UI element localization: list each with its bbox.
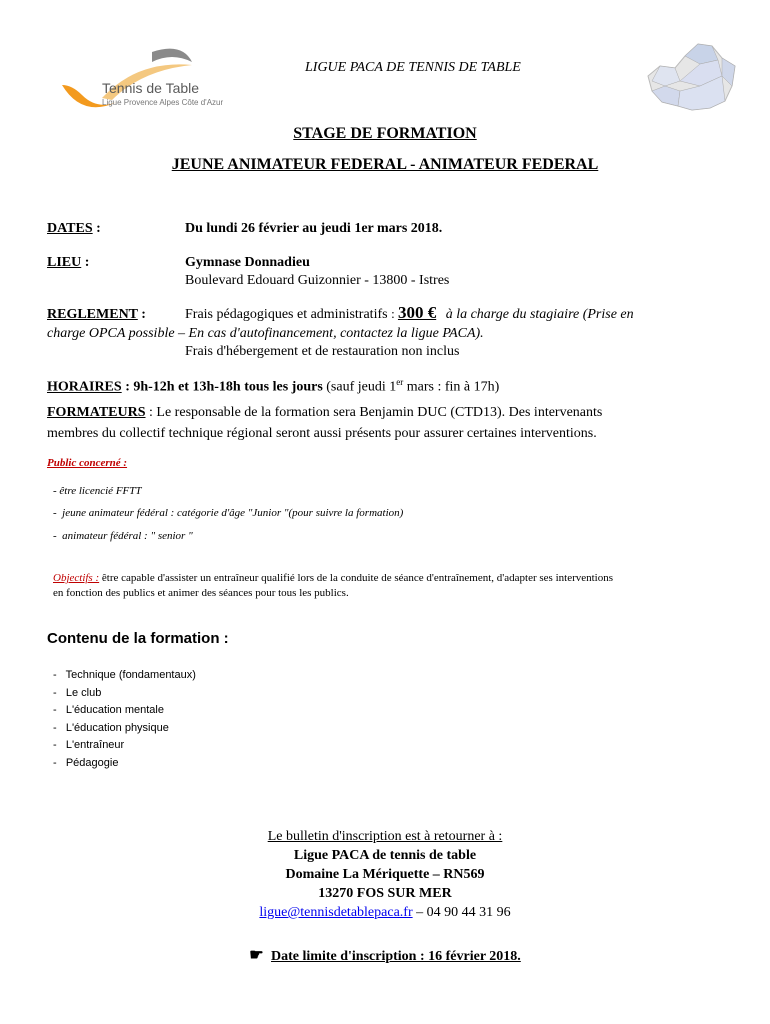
region-map bbox=[640, 36, 740, 116]
objectifs: Objectifs : être capable d'assister un entraîneur qualifié lors de la conduite de séance d'entraînement, d'adapter ses interventions bbox=[53, 572, 614, 584]
bulletin-contact: ligue@tennisdetablepaca.fr – 04 90 44 31 96 bbox=[259, 905, 511, 920]
reglement-line1: Frais pédagogiques et administratifs : 300 € à la charge du stagiaire (Prise en bbox=[185, 303, 634, 322]
list-item: - Le club bbox=[53, 686, 102, 699]
reglement-line3: Frais d'hébergement et de restauration non inclus bbox=[185, 344, 460, 359]
objectifs-line2: en fonction des publics et animer des séances pour tous les publics. bbox=[53, 587, 349, 599]
lieu-label: LIEU : bbox=[47, 255, 90, 270]
list-item: - L'éducation mentale bbox=[53, 704, 164, 716]
logo-title: Tennis de Table bbox=[102, 80, 200, 96]
bulletin-address: Domaine La Mériquette – RN569 bbox=[285, 867, 485, 882]
bulletin-city: 13270 FOS SUR MER bbox=[318, 886, 452, 901]
list-item: - Pédagogie bbox=[53, 756, 119, 769]
list-item: - L'entraîneur bbox=[53, 739, 125, 751]
price-value: 300 € bbox=[397, 303, 437, 322]
public-item-1: - être licencié FFTT bbox=[53, 485, 142, 497]
contenu-list bbox=[53, 667, 196, 772]
list-item: - L'éducation physique bbox=[53, 721, 169, 734]
logo-subtitle: Ligue Provence Alpes Côte d'Azur bbox=[102, 98, 224, 107]
lieu-name: Gymnase Donnadieu bbox=[185, 255, 310, 270]
list-item: - Technique (fondamentaux) bbox=[53, 669, 196, 681]
bulletin-org: Ligue PACA de tennis de table bbox=[293, 848, 477, 863]
dates-value: Du lundi 26 février au jeudi 1er mars 2018. bbox=[185, 221, 443, 236]
pointing-hand-icon: ☛ bbox=[249, 947, 264, 964]
reglement-line2: charge OPCA possible – En cas d'autofinancement, contactez la ligue PACA). bbox=[47, 326, 484, 341]
contenu-heading: Contenu de la formation : bbox=[47, 630, 229, 647]
lieu-address: Boulevard Edouard Guizonnier - 13800 - Istres bbox=[185, 273, 450, 288]
horaires: HORAIRES : 9h-12h et 13h-18h tous les jours (sauf jeudi 1er mars : fin à 17h) bbox=[47, 377, 500, 395]
league-logo bbox=[42, 40, 242, 118]
reglement-label: REGLEMENT : bbox=[47, 307, 146, 322]
formateurs-line2: membres du collectif technique régional seront aussi présents pour assurer certaines interventions. bbox=[47, 426, 597, 441]
bulletin-intro: Le bulletin d'inscription est à retourner à : bbox=[267, 829, 503, 844]
public-label: Public concerné : bbox=[47, 457, 128, 469]
league-name: LIGUE PACA DE TENNIS DE TABLE bbox=[305, 60, 521, 75]
deadline: ☛ Date limite d'inscription : 16 février 2018. bbox=[249, 947, 521, 964]
dates-label: DATES : bbox=[47, 221, 101, 236]
page-title: STAGE DE FORMATION bbox=[293, 125, 477, 142]
page-subtitle: JEUNE ANIMATEUR FEDERAL - ANIMATEUR FEDERAL bbox=[171, 156, 599, 173]
paca-map-icon bbox=[640, 36, 740, 116]
public-item-2: - jeune animateur fédéral : catégorie d'âge "Junior "(pour suivre la formation) bbox=[53, 507, 404, 519]
email-link[interactable]: ligue@tennisdetablepaca.fr bbox=[259, 905, 413, 920]
bulletin-block bbox=[0, 827, 770, 922]
formateurs: FORMATEURS : Le responsable de la formation sera Benjamin DUC (CTD13). Des intervenants bbox=[47, 405, 603, 420]
public-item-3: - animateur fédéral : " senior " bbox=[53, 530, 193, 542]
